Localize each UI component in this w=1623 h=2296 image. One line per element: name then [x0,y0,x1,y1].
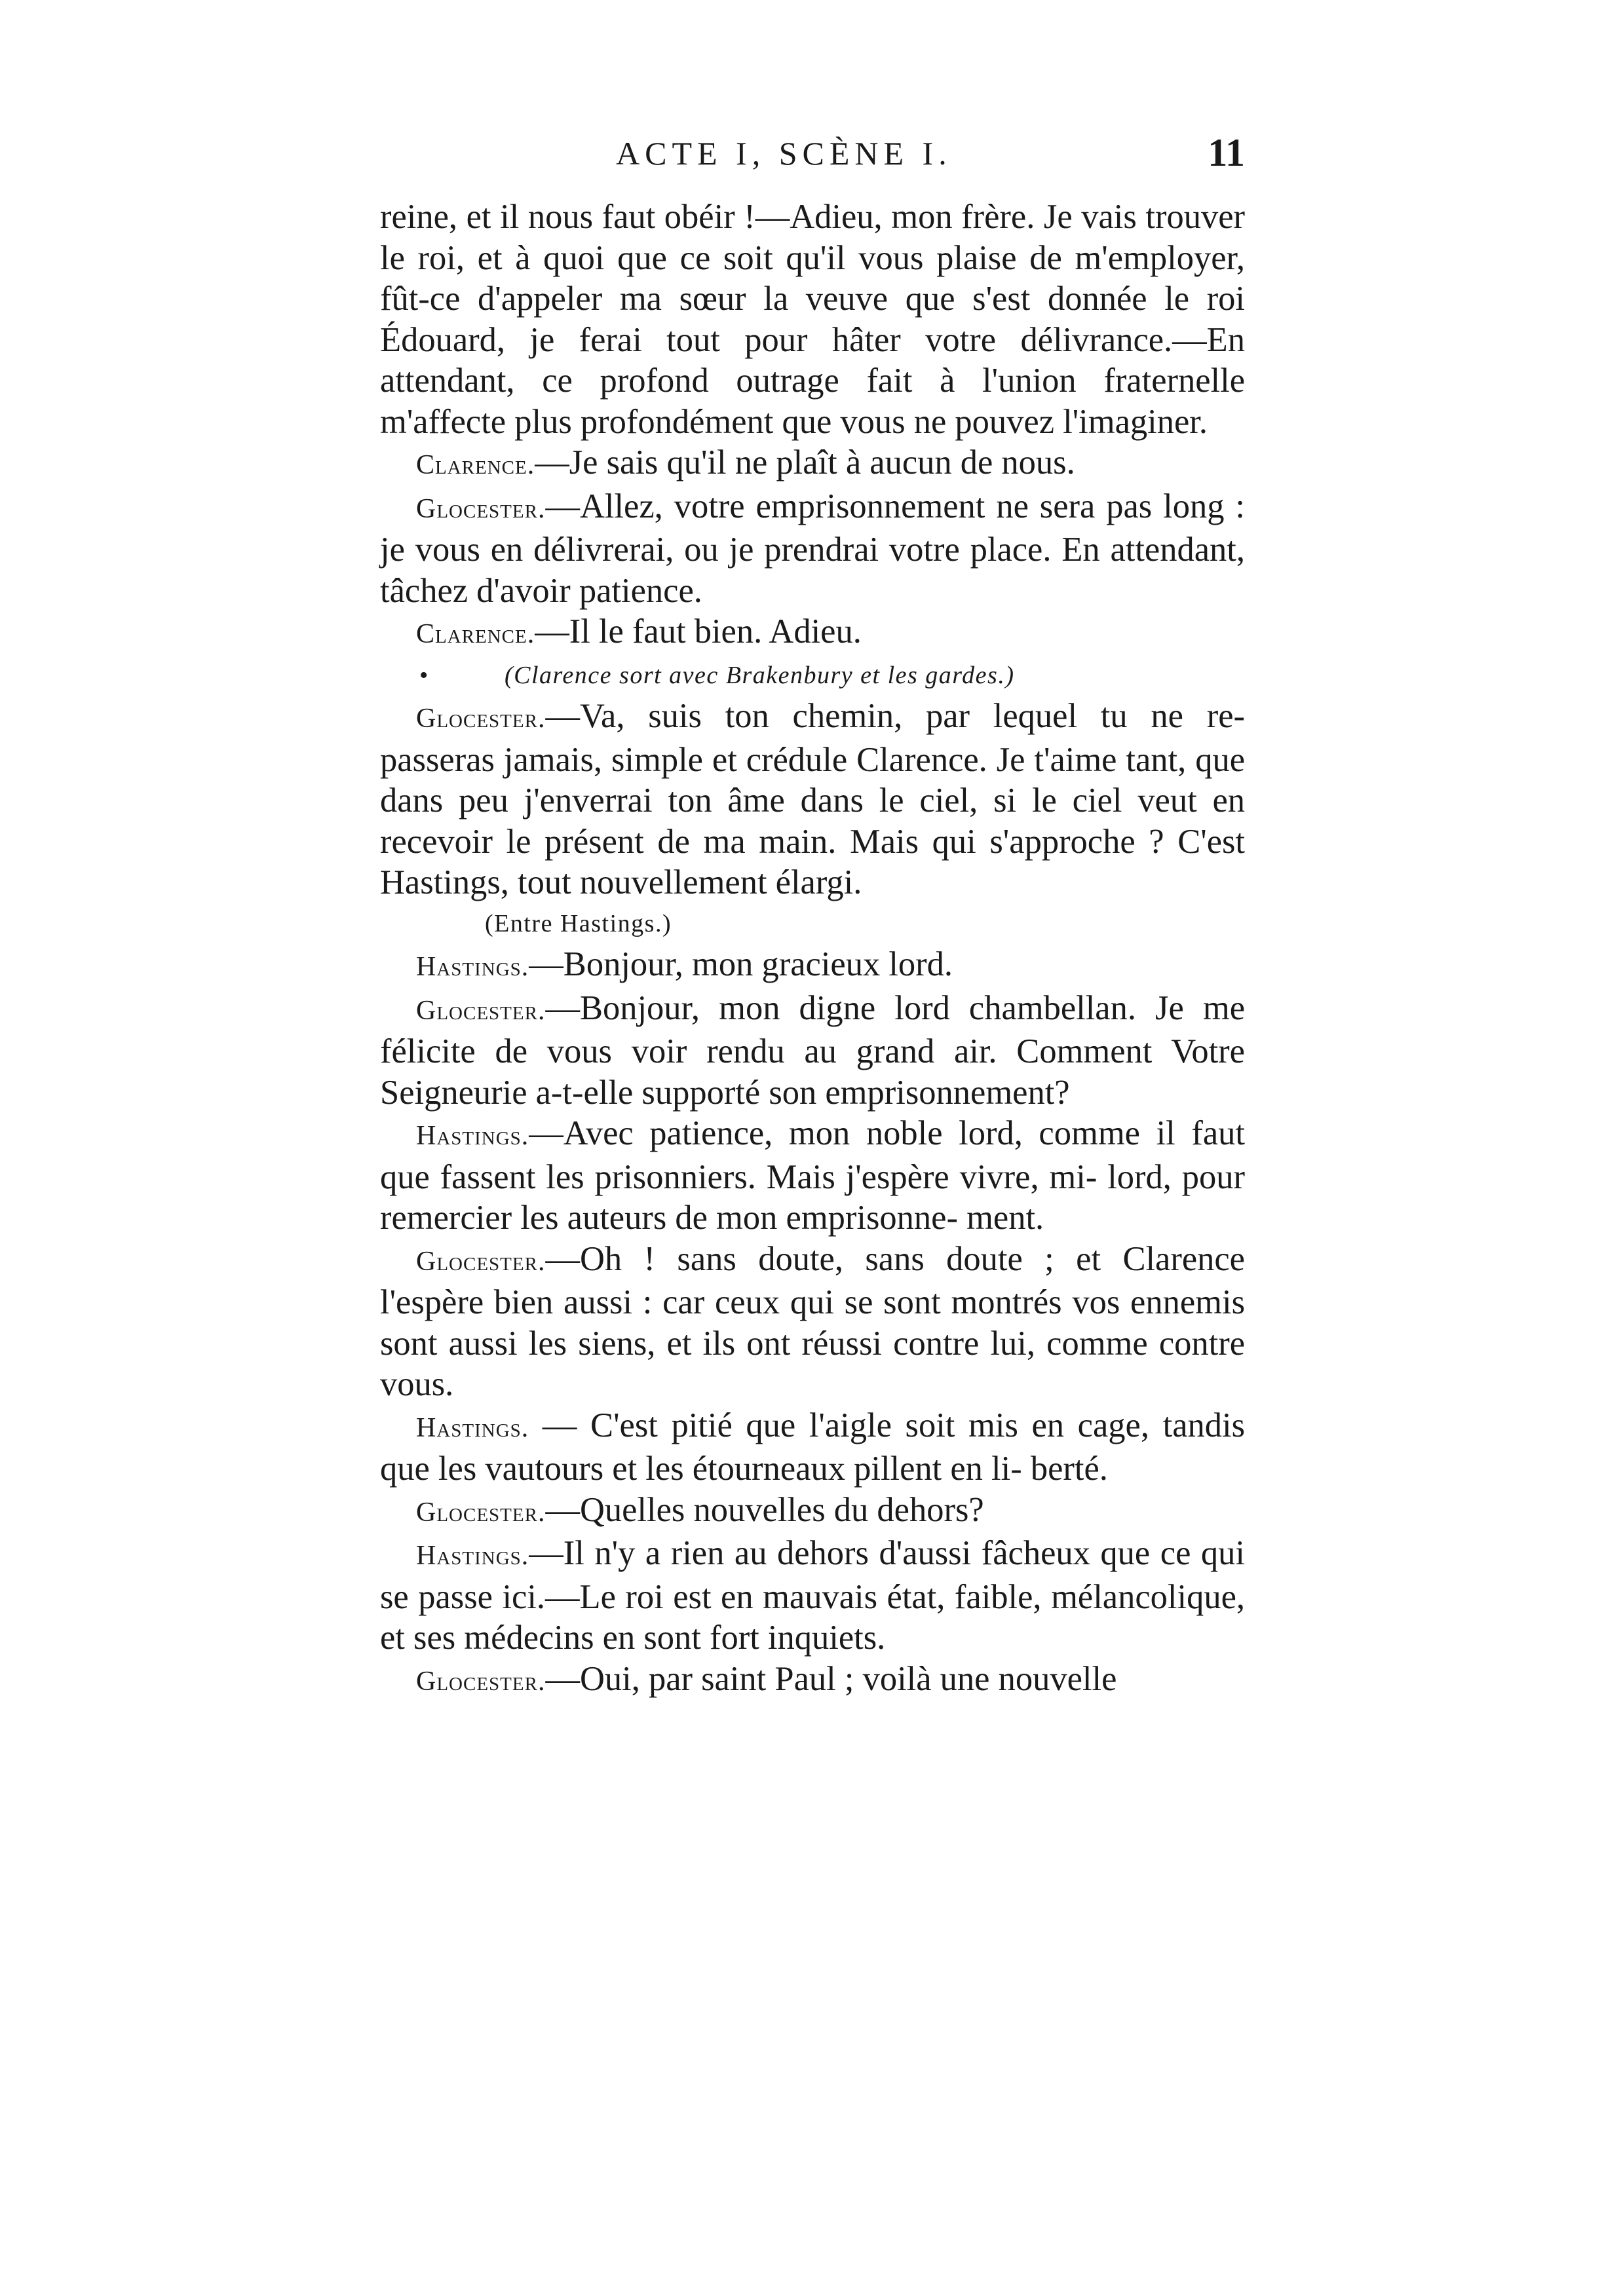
speech-text: long : je vous en délivrerai, ou je prendrai votre place. [380,487,1245,569]
speech-text: tant, que dans peu j'enverrai ton âme dans le ciel, si le [380,740,1245,819]
speech-hastings [380,1405,1245,1490]
text-line: l'union fraternelle m'affecte plus profondément que vous [380,362,1246,441]
stage-direction [380,903,1245,945]
speech-text: —Oui, par saint Paul ; voilà une nouvelle [545,1659,1117,1698]
speaker-name: Glocester. [416,1666,546,1697]
speech-text: s'approche ? C'est Hastings, tout nouvellement élargi. [380,822,1246,901]
stage-direction-text: (Clarence sort avec Brakenbury et les gardes.) [505,661,1015,689]
text-line: donnée le roi Édouard, je ferai tout pour hâter votre [380,280,1246,359]
speech-text: ciel veut en recevoir le présent de ma main. Mais qui [380,781,1246,861]
text-line: trouver le roi, et à quoi que ce soit qu'il vous plaise de [380,198,1246,277]
speech-glocester [380,1490,1245,1534]
speaker-name: Hastings. [416,952,529,982]
speaker-name: Glocester. [416,1497,546,1528]
stage-direction-text: (Entre Hastings.) [485,909,672,937]
paragraph-continuation [380,197,1245,442]
speech-text: me félicite de vous voir rendu au grand air. Comment [380,988,1246,1070]
speaker-name: Glocester. [416,493,546,524]
speech-clarence [380,611,1245,655]
speech-hastings [380,944,1245,988]
speech-glocester [380,988,1245,1114]
speech-text: —Avec patience, mon noble lord, comme il [529,1114,1175,1152]
text-line: ne pouvez l'imaginer. [913,402,1208,441]
speech-text: ce qui se passe ici.—Le roi est en mauvais état, faible, [380,1534,1245,1616]
speech-text: —Il n'y a rien au dehors d'aussi fâcheux que [529,1534,1151,1572]
speech-glocester [380,696,1245,903]
bullet-mark: • [419,661,429,689]
speech-text: ennemis sont aussi les siens, et ils ont réussi contre lui, [380,1283,1246,1363]
speech-text: mélancolique, et ses médecins en sont fort inquiets. [380,1577,1245,1657]
speech-text: ment. [966,1199,1044,1237]
speech-text: —Il le faut bien. Adieu. [535,612,862,650]
speech-text: —Bonjour, mon gracieux lord. [529,945,953,983]
speech-text: berté. [1030,1450,1108,1488]
text-line: m'employer, fût-ce d'appeler ma sœur la veuve que s'est [380,238,1245,318]
speech-glocester [380,486,1245,612]
speech-text: comme contre vous. [380,1324,1245,1403]
page-number: 11 [1208,131,1245,174]
speech-text: —Va, suis ton chemin, par lequel tu ne re- [545,697,1245,735]
text-line: délivrance.—En attendant, ce profond outrage fait à [380,320,1245,400]
page-body [380,197,1245,1702]
speaker-name: Glocester. [416,995,546,1026]
speaker-name: Clarence. [416,450,535,480]
page-header [380,131,1245,187]
text-line: reine, et il nous faut obéir !—Adieu, mon frère. Je vais [380,198,1137,236]
speech-text: passeras jamais, simple et crédule Clarence. Je t'aime [380,740,1117,779]
speech-text: —Bonjour, mon digne lord chambellan. Je [545,988,1184,1027]
speech-glocester [380,1239,1245,1405]
speaker-name: Hastings. [416,1121,529,1151]
speech-text: tandis que les vautours et les étourneaux pillent en li- [380,1406,1246,1488]
speech-text: —Je sais qu'il ne plaît à aucun de nous. [535,443,1075,481]
speech-text: En attendant, tâchez d'avoir patience. [380,531,1245,610]
speech-text: — C'est pitié que l'aigle soit mis en cage, [529,1406,1149,1444]
speech-hastings [380,1113,1245,1239]
stage-direction [380,655,1245,696]
speech-text: —Oh ! sans doute, sans doute ; et Clarence [545,1239,1245,1278]
speech-text: —Allez, votre emprisonnement ne sera pas [545,487,1153,525]
speech-text: —Quelles nouvelles du dehors? [545,1490,984,1529]
speech-text: faut que fassent les prisonniers. Mais j'espère vivre, mi- [380,1114,1246,1196]
speech-hastings [380,1533,1245,1659]
speech-text: lord, pour remercier les auteurs de mon emprisonne- [380,1157,1245,1237]
speech-text: l'espère bien aussi : car ceux qui se sont montrés vos [380,1283,1120,1321]
speech-clarence [380,442,1245,486]
speaker-name: Glocester. [416,704,546,734]
speaker-name: Clarence. [416,619,535,649]
speaker-name: Glocester. [416,1246,546,1277]
speech-glocester [380,1659,1245,1703]
running-title: ACTE I, SCÈNE I. [616,135,952,172]
speech-text: Votre Seigneurie a-t-elle supporté son emprisonnement? [380,1032,1245,1112]
speaker-name: Hastings. [416,1541,529,1571]
speaker-name: Hastings. [416,1412,529,1443]
